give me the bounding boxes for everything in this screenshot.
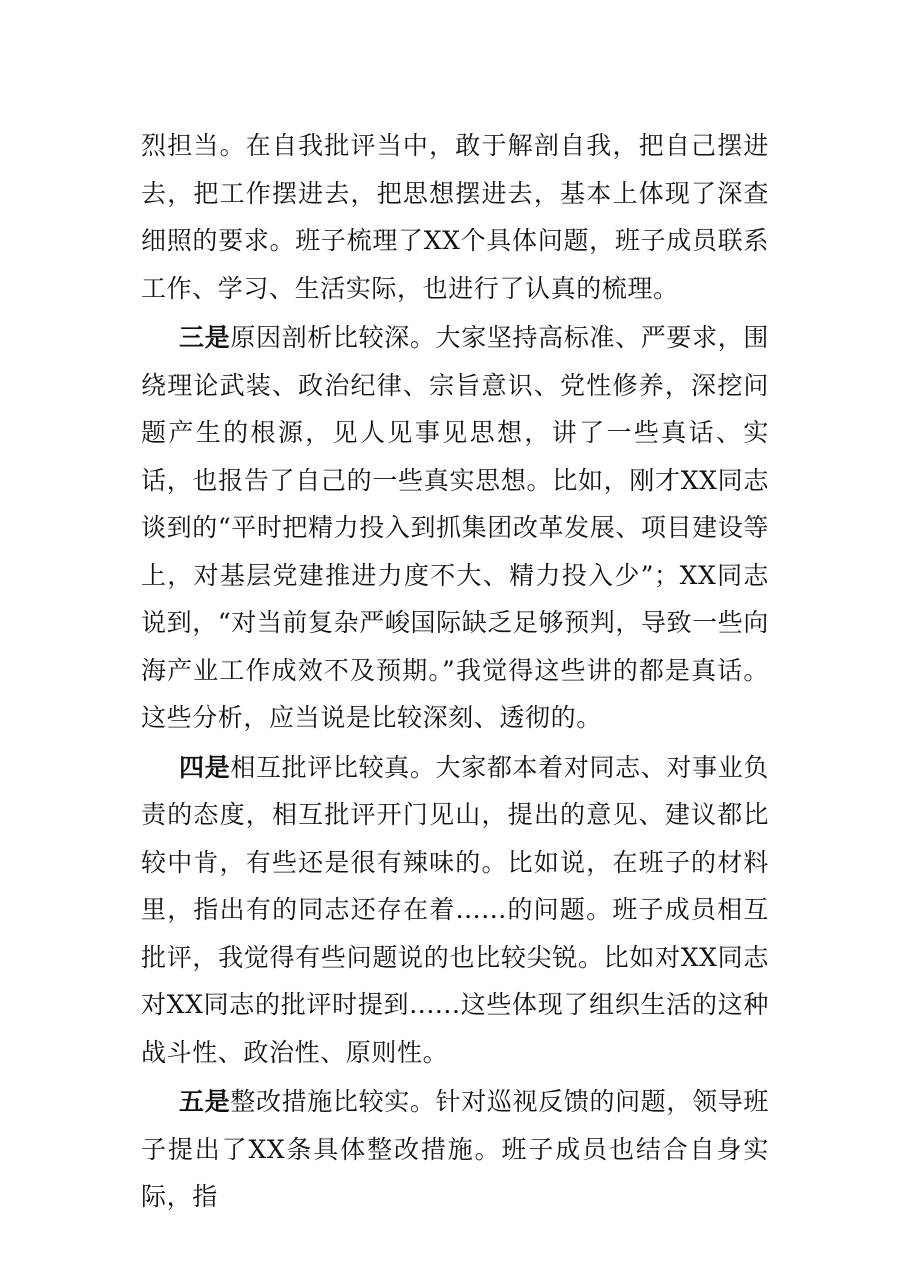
paragraph-1-text: 烈担当。在自我批评当中，敢于解剖自我，把自己摆进去，把工作摆进去，把思想摆进去，基本上体现了深查细照的要求。班子梳理了XX个具体问题，班子成员联系工作、学习、生活实际，也进行了认真的梳理。 bbox=[141, 131, 769, 303]
paragraph-2-text: 原因剖析比较深。大家坚持高标准、严要求，围绕理论武装、政治纪律、宗旨意识、党性修养，深挖问题产生的根源，见人见事见思想，讲了一些真话、实话，也报告了自己的一些真实思想。比如，刚才XX同志谈到的“平时把精力投入到抓集团改革发展、项目建设等上，对基层党建推进力度不大、精力投入少”；XX同志说到，“对当前复杂严峻国际缺乏足够预判，导致一些向海产业工作成效不及预期。”我觉得这些讲的都是真话。这些分析，应当说是比较深刻、透彻的。 bbox=[141, 323, 769, 732]
paragraph-2-lead: 三是 bbox=[179, 323, 231, 352]
paragraph-3-text: 相互批评比较真。大家都本着对同志、对事业负责的态度，相互批评开门见山，提出的意见、建议都比较中肯，有些还是很有辣味的。比如说，在班子的材料里，指出有的同志还存在着......的问题。班子成员相互批评，我觉得有些问题说的也比较尖锐。比如对XX同志对XX同志的批评时提到......这些体现了组织生活的这种战斗性、政治性、原则性。 bbox=[141, 752, 769, 1067]
paragraph-3 bbox=[141, 744, 769, 1077]
paragraph-2 bbox=[141, 314, 769, 742]
paragraph-4-lead: 五是 bbox=[179, 1087, 231, 1116]
paragraph-1 bbox=[141, 122, 769, 312]
paragraph-3-lead: 四是 bbox=[179, 752, 231, 782]
paragraph-4-text: 整改措施比较实。针对巡视反馈的问题，领导班子提出了XX条具体整改措施。班子成员也结合自身实际，指 bbox=[141, 1087, 769, 1211]
paragraph-4 bbox=[141, 1078, 769, 1221]
document-body bbox=[141, 122, 769, 1221]
